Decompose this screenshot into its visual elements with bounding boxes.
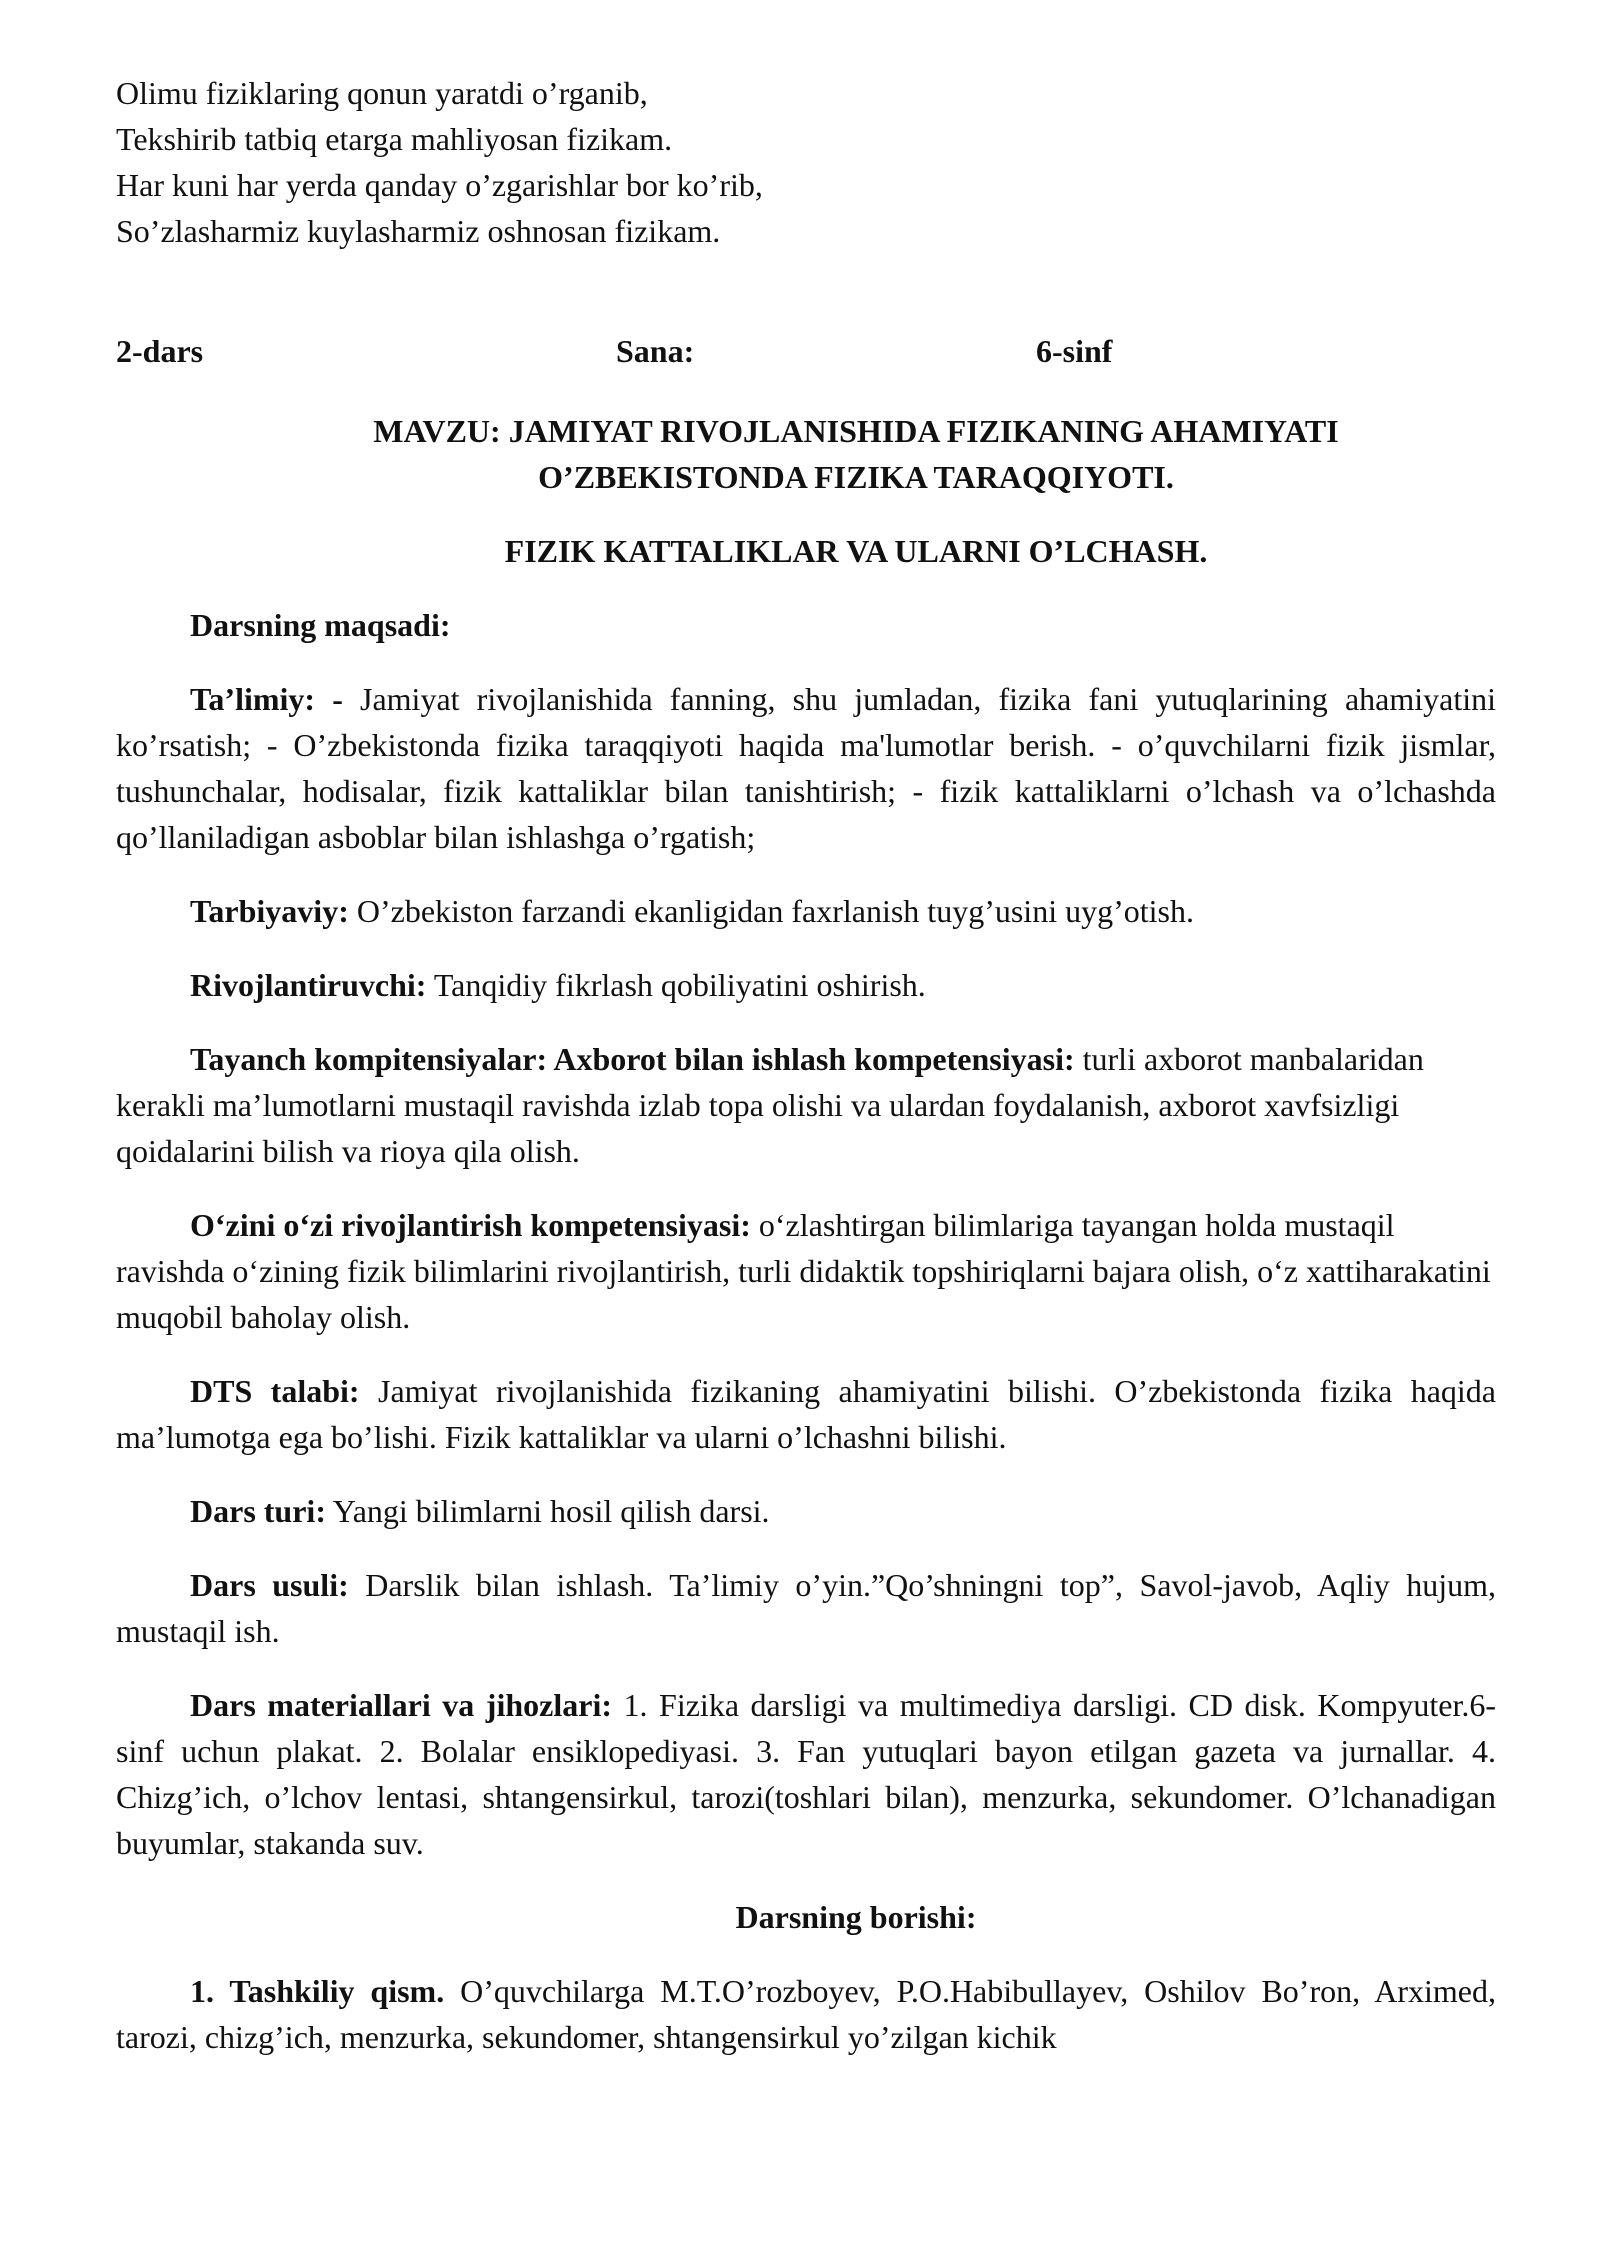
dars-turi-paragraph <box>116 1488 1496 1534</box>
materials-paragraph <box>116 1682 1496 1866</box>
tayanch-paragraph <box>116 1036 1496 1174</box>
goal-heading <box>116 602 1496 648</box>
poem-line: Har kuni har yerda qanday o’zgarishlar bor ko’rib, <box>116 167 763 203</box>
talimiy-paragraph <box>116 676 1496 860</box>
date-label: Sana: <box>616 333 695 369</box>
dars-turi-text: Yangi bilimlarni hosil qilish darsi. <box>325 1493 770 1529</box>
grade-label: 6-sinf <box>1036 333 1113 369</box>
tarbiyaviy-label: Tarbiyaviy: <box>190 893 349 929</box>
poem-line: So’zlasharmiz kuylasharmiz oshnosan fizikam. <box>116 213 721 249</box>
talimiy-text: Jamiyat rivojlanishida fanning, shu jumladan, fizika fani yutuqlarining ahamiyatini ko’rsatish; - O’zbekistonda fizika taraqqiyoti haqida ma'lumotlar berish. - o’quvchilarni fizik jismlar, tushunchalar, hodisalar, fizik kattaliklar bilan tanishtirish; - fizik kattaliklarni o’lchash va o’lchashda qo’llaniladigan asboblar bilan ishlashga o’rgatish; <box>116 681 1497 855</box>
tarbiyaviy-text: O’zbekiston farzandi ekanligidan faxrlanish tuyg’usini uyg’otish. <box>348 893 1194 929</box>
dts-label: DTS talabi: <box>190 1373 360 1409</box>
dts-paragraph <box>116 1368 1496 1460</box>
dars-turi-label: Dars turi: <box>190 1493 326 1529</box>
ozini-label: O‘zini o‘zi rivojlantirish kompetensiyasi: <box>190 1207 751 1243</box>
tayanch-label: Tayanch kompitensiyalar: Axborot bilan ishlash kompetensiyasi: <box>190 1041 1075 1077</box>
tarbiyaviy-paragraph <box>116 888 1496 934</box>
topic-title-line1: MAVZU: JAMIYAT RIVOJLANISHIDA FIZIKANING AHAMIYATI <box>373 413 1339 449</box>
dts-text: Jamiyat rivojlanishida fizikaning ahamiyatini bilishi. O’zbekistonda fizika haqida ma’lumotga ega bo’lishi. Fizik kattaliklar va ularni o’lchashni bilishi. <box>116 1373 1496 1455</box>
rivojlantiruvchi-paragraph <box>116 962 1496 1008</box>
ozini-text: o‘zlashtirgan bilimlariga tayangan holda mustaqil ravishda o‘zining fizik bilimlarini rivojlantirish, turli didaktik topshiriqlarni bajara olish, o‘z xattiharakatini muqobil baholay olish. <box>116 1207 1491 1335</box>
goal-heading-text: Darsning maqsadi: <box>190 607 451 643</box>
tashkiliy-label: 1. Tashkiliy qism. <box>190 1973 445 2009</box>
rivojlantiruvchi-label: Rivojlantiruvchi: <box>190 967 427 1003</box>
rivojlantiruvchi-text: Tanqidiy fikrlash qobiliyatini oshirish. <box>426 967 926 1003</box>
lesson-number: 2-dars <box>116 333 204 369</box>
poem-line: Tekshirib tatbiq etarga mahliyosan fizikam. <box>116 121 673 157</box>
dars-usuli-paragraph <box>116 1562 1496 1654</box>
topic-title-line2: O’ZBEKISTONDA FIZIKA TARAQQIYOTI. <box>538 459 1174 495</box>
tayanch-text: turli axborot manbalaridan kerakli ma’lumotlarni mustaqil ravishda izlab topa olishi va ulardan foydalanish, axborot xavfsizligi qoidalarini bilish va rioya qila olish. <box>116 1041 1424 1169</box>
dars-usuli-text: Darslik bilan ishlash. Ta’limiy o’yin.”Qo’shningni top”, Savol-javob, Aqliy hujum, mustaqil ish. <box>116 1567 1497 1649</box>
materials-label: Dars materiallari va jihozlari: <box>190 1687 612 1723</box>
talimiy-label: Ta’limiy: - <box>190 681 343 717</box>
tashkiliy-paragraph <box>116 1968 1496 2060</box>
dars-usuli-label: Dars usuli: <box>190 1567 349 1603</box>
tashkiliy-text: O’quvchilarga M.T.O’rozboyev, P.O.Habibullayev, Oshilov Bo’ron, Arximed, tarozi, chizg’ich, menzurka, sekundomer, shtangensirkul yo’zilgan kichik <box>116 1973 1497 2055</box>
lesson-header <box>116 328 1496 374</box>
topic-subtitle: FIZIK KATTALIKLAR VA ULARNI O’LCHASH. <box>504 533 1208 569</box>
course-heading: Darsning borishi: <box>735 1899 977 1935</box>
topic-title <box>116 408 1496 500</box>
ozini-paragraph <box>116 1202 1496 1340</box>
poem <box>116 70 1496 254</box>
materials-text: 1. Fizika darsligi va multimediya darsligi. CD disk. Kompyuter.6-sinf uchun plakat. 2. Bolalar ensiklopediyasi. 3. Fan yutuqlari bayon etilgan gazeta va jurnallar. 4. Chizg’ich, o’lchov lentasi, shtangensirkul, tarozi(toshlari bilan), menzurka, sekundomer. O’lchanadigan buyumlar, stakanda suv. <box>116 1687 1497 1861</box>
document-page <box>116 70 1496 2060</box>
poem-line: Olimu fiziklaring qonun yaratdi o’rganib, <box>116 75 648 111</box>
